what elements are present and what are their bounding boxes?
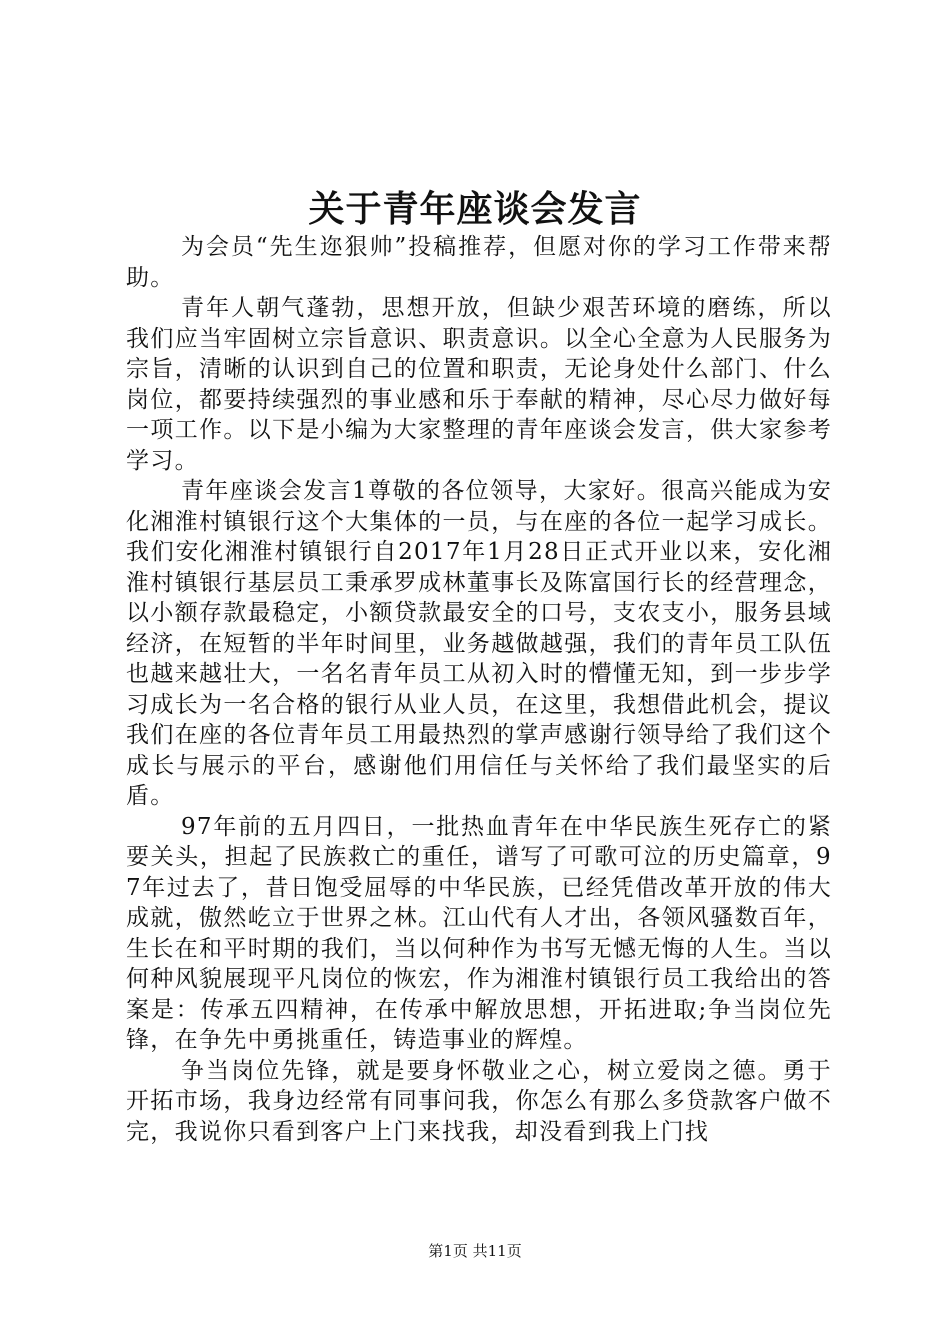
paragraph-speech-one: 青年座谈会发言1尊敬的各位领导，大家好。很高兴能成为安化湘淮村镇银行这个大集体的一员，与在座的各位一起学习成长。我们安化湘淮村镇银行自2017年1月28日正式开业以来，安化湘淮村镇银行基层员工秉承罗成林董事长及陈富国行长的经营理念，以小额存款最稳定，小额贷款最安全的口号，支农支小，服务县域经济，在短暂的半年时间里，业务越做越强，我们的青年员工队伍也越来越壮大，一名名青年员工从初入时的懵懂无知，到一步步学习成长为一名合格的银行从业人员，在这里，我想借此机会，提议我们在座的各位青年员工用最热烈的掌声感谢行领导给了我们这个成长与展示的平台，感谢他们用信任与关怀给了我们最坚实的后盾。 <box>126 478 832 809</box>
paragraph-post-pioneer: 争当岗位先锋，就是要身怀敬业之心，树立爱岗之德。勇于开拓市场，我身边经常有同事问我，你怎么有那么多贷款客户做不完，我说你只看到客户上门来找我，却没看到我上门找 <box>126 1057 832 1145</box>
paragraph-youth-spirit: 青年人朝气蓬勃，思想开放，但缺少艰苦环境的磨练，所以我们应当牢固树立宗旨意识、职责意识。以全心全意为人民服务为宗旨，清晰的认识到自己的位置和职责，无论身处什么部门、什么岗位，都要持续强烈的事业感和乐于奉献的精神，尽心尽力做好每一项工作。以下是小编为大家整理的青年座谈会发言，供大家参考学习。 <box>126 295 832 474</box>
paragraph-intro: 为会员“先生迩狠帅”投稿推荐，但愿对你的学习工作带来帮助。 <box>126 234 832 291</box>
document-title: 关于青年座谈会发言 <box>308 188 642 230</box>
page-number-footer: 第1页 共11页 <box>428 1242 522 1260</box>
paragraph-may-fourth: 97年前的五月四日，一批热血青年在中华民族生死存亡的紧要关头，担起了民族救亡的重任，谱写了可歌可泣的历史篇章，97年过去了，昔日饱受屈辱的中华民族，已经凭借改革开放的伟大成就，傲然屹立于世界之林。江山代有人才出，各领风骚数百年，生长在和平时期的我们，当以何种作为书写无憾无悔的人生。当以何种风貌展现平凡岗位的恢宏，作为湘淮村镇银行员工我给出的答案是：传承五四精神，在传承中解放思想，开拓进取;争当岗位先锋，在争先中勇挑重任，铸造事业的辉煌。 <box>126 813 832 1053</box>
document-body <box>126 232 832 1147</box>
